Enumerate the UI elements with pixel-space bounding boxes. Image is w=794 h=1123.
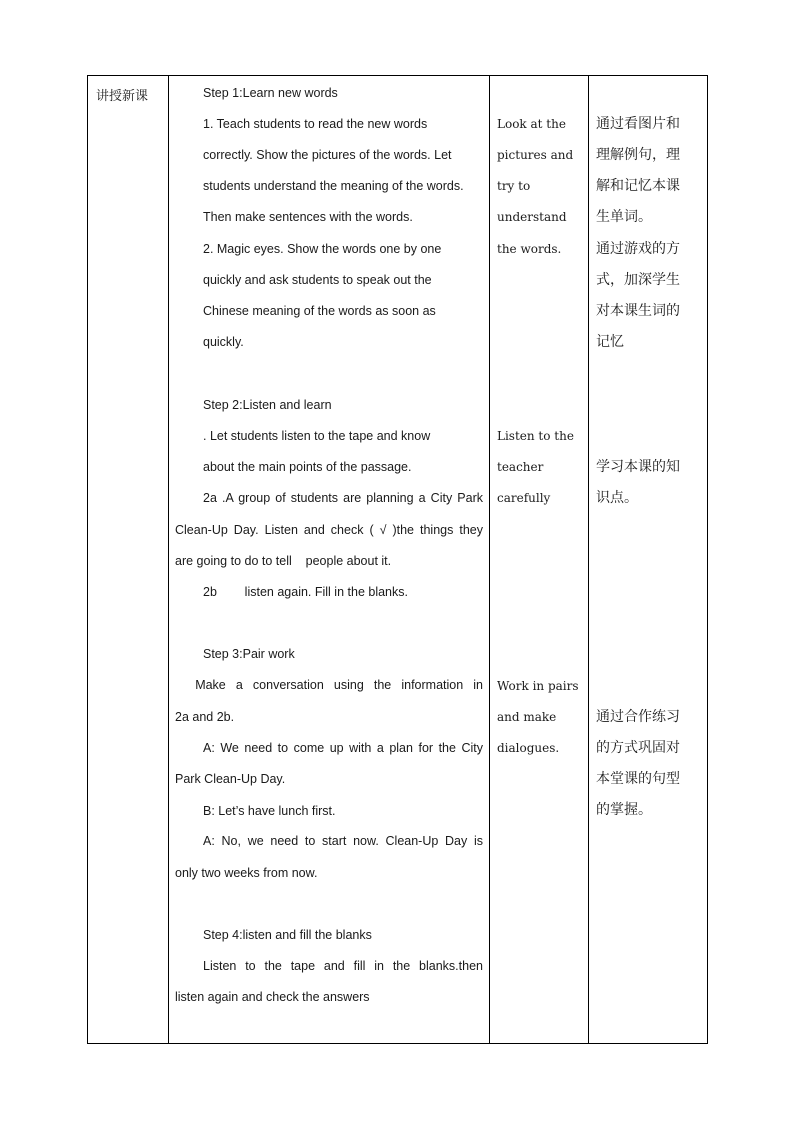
content-line: correctly. Show the pictures of the words. Let: [203, 148, 452, 162]
content-cell: [169, 76, 490, 1044]
content-line: about the main points of the passage.: [203, 460, 412, 474]
content-line: Clean-Up Day. Listen and check ( √ )the things they: [175, 523, 483, 537]
content-line: quickly and ask students to speak out the: [203, 273, 432, 287]
purpose-line: 学习本课的知: [596, 458, 680, 474]
activity-line: teacher: [497, 460, 544, 474]
lesson-plan-table: [87, 75, 708, 1044]
content-line: Step 4:listen and fill the blanks: [203, 928, 372, 942]
content-line: 2a and 2b.: [175, 710, 235, 724]
purpose-line: 记忆: [596, 333, 624, 349]
purpose-line: 的方式巩固对: [596, 739, 680, 755]
purpose-line: 通过看图片和: [596, 115, 680, 131]
content-line: listen again and check the answers: [175, 990, 370, 1004]
content-line: 2a .A group of students are planning a City Park: [203, 491, 483, 505]
activity-line: try to: [497, 179, 531, 193]
activity-line: Look at the: [497, 117, 566, 131]
purpose-line: 通过合作练习: [596, 708, 680, 724]
purpose-line: 对本课生词的: [596, 302, 680, 318]
content-line: A: No, we need to start now. Clean-Up Day is: [203, 834, 483, 848]
activity-line: dialogues.: [497, 741, 560, 755]
purpose-line: 的掌握。: [596, 801, 652, 817]
content-line: are going to do to tell people about it.: [175, 554, 392, 568]
purpose-cell: [589, 76, 708, 1044]
purpose-line: 识点。: [596, 489, 638, 505]
content-line: 2b listen again. Fill in the blanks.: [203, 585, 408, 599]
activity-line: pictures and: [497, 148, 574, 162]
content-line: Step 2:Listen and learn: [203, 398, 332, 412]
purpose-line: 式，加深学生: [596, 271, 680, 287]
table-row: [88, 76, 708, 1044]
content-line: Then make sentences with the words.: [203, 210, 413, 224]
content-line: B: Let’s have lunch first.: [203, 804, 336, 818]
content-line: 2. Magic eyes. Show the words one by one: [203, 242, 442, 256]
activity-line: carefully: [497, 491, 551, 505]
purpose-line: 生单词。: [596, 208, 652, 224]
content-line: . Let students listen to the tape and know: [203, 429, 431, 443]
purpose-line: 解和记忆本课: [596, 177, 680, 193]
activity-line: Listen to the: [497, 429, 574, 443]
activity-cell: [490, 76, 589, 1044]
purpose-line: 理解例句，理: [596, 146, 680, 162]
activity-line: understand: [497, 210, 567, 224]
content-line: 1. Teach students to read the new words: [203, 117, 428, 131]
content-line: Park Clean-Up Day.: [175, 772, 286, 786]
purpose-line: 本堂课的句型: [596, 770, 680, 786]
content-line: Step 3:Pair work: [203, 647, 295, 661]
content-line: Make a conversation using the information in: [175, 678, 483, 692]
content-line: only two weeks from now.: [175, 866, 318, 880]
content-line: students understand the meaning of the words.: [203, 179, 464, 193]
content-line: quickly.: [203, 335, 244, 349]
content-line: Chinese meaning of the words as soon as: [203, 304, 436, 318]
section-label: 讲授新课: [96, 88, 149, 103]
activity-line: Work in pairs: [497, 679, 579, 693]
section-cell: [88, 76, 169, 1044]
activity-line: and make: [497, 710, 557, 724]
content-line: Listen to the tape and fill in the blanks.then: [203, 959, 483, 973]
content-line: Step 1:Learn new words: [203, 86, 338, 100]
activity-line: the words.: [497, 242, 562, 256]
purpose-line: 通过游戏的方: [596, 240, 680, 256]
content-line: A: We need to come up with a plan for the City: [203, 741, 483, 755]
